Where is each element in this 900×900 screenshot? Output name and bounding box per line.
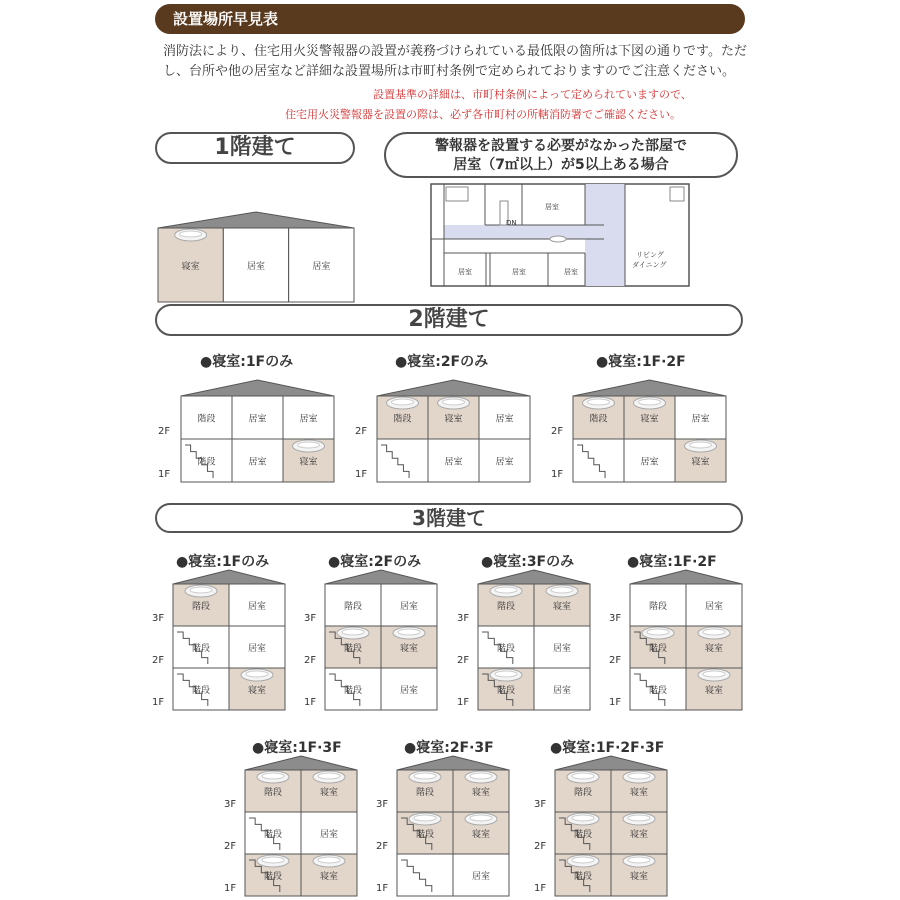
room-label: 階段	[191, 602, 211, 612]
smoke-detector-icon	[642, 627, 674, 639]
room	[377, 439, 428, 482]
smoke-detector-icon	[490, 669, 522, 681]
smoke-detector-icon	[546, 585, 578, 597]
case-label: ●寝室:2F·3F	[404, 740, 494, 756]
intro-text: 消防法により、住宅用火災警報器の設置が義務づけられている最低限の箇所は下図の通りです。ただし、台所や他の居室など詳細な設置場所は市町村条例で定められておりますのでご注意ください。	[163, 44, 747, 79]
room-label: 階段	[496, 686, 516, 696]
room-label: 階段	[648, 644, 668, 654]
room-highlighted	[301, 770, 357, 812]
floor-plan	[430, 183, 690, 287]
plan-label-room-c: 居室	[564, 268, 578, 276]
room-label: 居室	[495, 457, 514, 468]
house-diagram	[572, 379, 727, 483]
room-label: 居室	[399, 686, 419, 696]
smoke-detector-icon	[387, 397, 419, 409]
house-roof	[555, 756, 667, 770]
room	[479, 396, 530, 439]
room-label: 居室	[312, 262, 331, 272]
house-roof	[245, 756, 357, 770]
room-label: 居室	[319, 830, 339, 840]
room-label: 階段	[393, 414, 412, 425]
room	[624, 439, 675, 482]
floor-label: 2F	[534, 841, 547, 852]
room-label: 階段	[343, 686, 363, 696]
case-label: ●寝室:1Fのみ	[200, 354, 294, 370]
smoke-detector-icon	[634, 397, 666, 409]
room	[181, 396, 232, 439]
room	[478, 626, 534, 668]
room	[283, 396, 334, 439]
smoke-detector-icon	[337, 627, 369, 639]
floor-label: 1F	[355, 469, 368, 480]
floor-label: 1F	[457, 697, 470, 708]
room	[289, 228, 354, 302]
case-label: ●寝室:1F·2F·3F	[550, 740, 665, 756]
floor-label: 3F	[152, 613, 165, 624]
room-highlighted	[381, 626, 437, 668]
room-highlighted	[675, 439, 726, 482]
floor-label: 2F	[304, 655, 317, 666]
house-roof	[158, 212, 354, 228]
smoke-detector-icon	[313, 855, 345, 867]
room	[381, 584, 437, 626]
house-roof	[397, 756, 509, 770]
room-label: 階段	[496, 602, 516, 612]
room-highlighted	[301, 854, 357, 896]
room-label: 居室	[246, 262, 266, 272]
floor-label: 2F	[376, 841, 389, 852]
room-highlighted	[428, 396, 479, 439]
floor-label: 1F	[609, 697, 622, 708]
room-label: 寝室	[471, 830, 491, 840]
room-label: 階段	[589, 414, 608, 425]
room-label: 階段	[263, 830, 283, 840]
plan-label-dn: DN	[506, 219, 517, 227]
room	[534, 626, 590, 668]
case-label: ●寝室:1F·3F	[252, 740, 342, 756]
smoke-detector-icon	[623, 813, 655, 825]
room-label: 居室	[248, 414, 267, 425]
house-roof	[478, 570, 590, 584]
smoke-detector-icon	[313, 771, 345, 783]
room-label: 居室	[247, 602, 267, 612]
room-label: 居室	[552, 686, 572, 696]
house-diagram	[376, 379, 531, 483]
room	[325, 668, 381, 710]
room-label: 居室	[691, 414, 710, 425]
room	[534, 668, 590, 710]
room	[223, 228, 288, 302]
smoke-detector-icon	[623, 855, 655, 867]
plan-label-room-a: 居室	[458, 268, 472, 276]
house-roof	[181, 380, 334, 396]
room-label: 寝室	[471, 788, 491, 798]
room-highlighted	[283, 439, 334, 482]
room-label: 寝室	[704, 686, 724, 696]
room	[675, 396, 726, 439]
room-label: 居室	[248, 457, 267, 468]
room-highlighted	[397, 770, 453, 812]
smoke-detector-icon	[490, 585, 522, 597]
room-highlighted	[229, 668, 285, 710]
room-highlighted	[245, 770, 301, 812]
room-highlighted	[158, 228, 223, 302]
case-label: ●寝室:1Fのみ	[176, 554, 270, 570]
room	[686, 584, 742, 626]
house-diagram	[172, 569, 286, 711]
floor-label: 1F	[152, 697, 165, 708]
room-highlighted	[453, 812, 509, 854]
room-label: 居室	[471, 872, 491, 882]
smoke-detector-icon	[293, 440, 325, 452]
room	[173, 626, 229, 668]
smoke-detector-icon	[241, 669, 273, 681]
smoke-detector-icon	[567, 813, 599, 825]
room-highlighted	[173, 584, 229, 626]
floor-label: 2F	[551, 426, 564, 437]
smoke-detector-icon	[465, 771, 497, 783]
room-highlighted	[630, 626, 686, 668]
room-highlighted	[555, 770, 611, 812]
floor-label: 3F	[376, 799, 389, 810]
room	[232, 439, 283, 482]
floor-label: 3F	[304, 613, 317, 624]
floor-label: 3F	[457, 613, 470, 624]
smoke-detector-icon	[698, 627, 730, 639]
section-three-story: 3階建て	[155, 503, 743, 533]
room-label: 階段	[648, 686, 668, 696]
case-label: ●寝室:1F·2F	[627, 554, 717, 570]
smoke-detector-icon	[465, 813, 497, 825]
room-highlighted	[245, 854, 301, 896]
room-label: 階段	[263, 788, 283, 798]
house-diagram	[180, 379, 335, 483]
house-diagram	[396, 755, 510, 897]
room	[245, 812, 301, 854]
room-label: 寝室	[299, 457, 318, 468]
room-highlighted	[478, 584, 534, 626]
room	[232, 396, 283, 439]
room-label: 居室	[552, 644, 572, 654]
room	[453, 854, 509, 896]
room-label: 階段	[496, 644, 516, 654]
floor-label: 1F	[534, 883, 547, 894]
room-highlighted	[611, 812, 667, 854]
floor-label: 2F	[609, 655, 622, 666]
floor-label: 1F	[304, 697, 317, 708]
room	[173, 668, 229, 710]
room-label: 階段	[191, 686, 211, 696]
house-diagram	[554, 755, 668, 897]
plan-label-room-top: 居室	[545, 203, 559, 211]
room	[428, 439, 479, 482]
floor-label: 1F	[158, 469, 171, 480]
room-highlighted	[325, 626, 381, 668]
plan-label-room-b: 居室	[512, 268, 526, 276]
house-roof	[573, 380, 726, 396]
room	[181, 439, 232, 482]
room	[229, 626, 285, 668]
condition-pill	[384, 132, 738, 178]
smoke-detector-icon	[438, 397, 470, 409]
room-label: 居室	[247, 644, 267, 654]
floor-label: 3F	[609, 613, 622, 624]
floor-label: 3F	[534, 799, 547, 810]
room-highlighted	[555, 812, 611, 854]
floor-label: 2F	[152, 655, 165, 666]
room-label: 階段	[648, 602, 668, 612]
room-highlighted	[686, 626, 742, 668]
house-roof	[630, 570, 742, 584]
smoke-detector-icon	[685, 440, 717, 452]
condition-line-2: 居室（7㎡以上）が5以上ある場合	[453, 157, 669, 173]
room-highlighted	[397, 812, 453, 854]
room-highlighted	[478, 668, 534, 710]
room-label: 階段	[191, 644, 211, 654]
note-line-2: 住宅用火災警報器を設置の際は、必ず各市町村の所轄消防署でご確認ください。	[285, 108, 681, 121]
room-label: 寝室	[319, 872, 339, 882]
room	[479, 439, 530, 482]
room-label: 寝室	[629, 788, 649, 798]
floor-label: 3F	[224, 799, 237, 810]
room-label: 階段	[197, 457, 216, 468]
room-label: 居室	[495, 414, 514, 425]
smoke-detector-icon	[567, 855, 599, 867]
room-highlighted	[555, 854, 611, 896]
room-label: 寝室	[629, 872, 649, 882]
smoke-detector-icon	[393, 627, 425, 639]
room-highlighted	[534, 584, 590, 626]
case-label: ●寝室:1F·2F	[596, 354, 686, 370]
floor-label: 2F	[457, 655, 470, 666]
room	[630, 584, 686, 626]
case-label: ●寝室:2Fのみ	[395, 354, 489, 370]
room	[381, 668, 437, 710]
smoke-detector-icon	[185, 585, 217, 597]
room-label: 寝室	[399, 644, 419, 654]
room	[301, 812, 357, 854]
room	[325, 584, 381, 626]
room-label: 階段	[573, 830, 593, 840]
room-highlighted	[611, 854, 667, 896]
smoke-detector-icon	[175, 229, 207, 241]
house-roof	[173, 570, 285, 584]
room-label: 寝室	[181, 262, 200, 272]
room-label: 居室	[444, 457, 463, 468]
house-diagram	[324, 569, 438, 711]
floor-label: 1F	[376, 883, 389, 894]
smoke-detector-icon	[567, 771, 599, 783]
room-highlighted	[686, 668, 742, 710]
room-label: 階段	[573, 788, 593, 798]
smoke-detector-icon	[257, 771, 289, 783]
room-label: 階段	[415, 830, 435, 840]
house-roof	[325, 570, 437, 584]
room-label: 階段	[415, 788, 435, 798]
plan-label-dining: ダイニング	[632, 261, 667, 269]
section-one-story: 1階建て	[155, 132, 355, 164]
room	[630, 668, 686, 710]
case-label: ●寝室:2Fのみ	[328, 554, 422, 570]
room-label: 居室	[299, 414, 318, 425]
plan-label-living: リビング	[636, 251, 664, 259]
note-line-1: 設置基準の詳細は、市町村条例によって定められていますので、	[373, 88, 692, 101]
case-label: ●寝室:3Fのみ	[481, 554, 575, 570]
room-label: 居室	[704, 602, 724, 612]
room-label: 居室	[399, 602, 419, 612]
room-label: 階段	[343, 644, 363, 654]
smoke-detector-icon	[409, 813, 441, 825]
room-label: 寝室	[552, 602, 572, 612]
room-label: 寝室	[629, 830, 649, 840]
room-label: 寝室	[691, 457, 710, 468]
room-highlighted	[611, 770, 667, 812]
room-label: 階段	[343, 602, 363, 612]
room-label: 居室	[640, 457, 659, 468]
room-highlighted	[377, 396, 428, 439]
room-label: 寝室	[319, 788, 339, 798]
room	[397, 854, 453, 896]
room-highlighted	[573, 396, 624, 439]
page-title: 設置場所早見表	[155, 4, 745, 34]
room	[229, 584, 285, 626]
house-diagram	[477, 569, 591, 711]
smoke-detector-icon	[698, 669, 730, 681]
room-highlighted	[453, 770, 509, 812]
smoke-detector-icon	[257, 855, 289, 867]
room-label: 寝室	[704, 644, 724, 654]
house-diagram	[157, 211, 355, 303]
room-label: 寝室	[444, 414, 463, 425]
section-two-story: 2階建て	[155, 304, 743, 336]
floor-label: 1F	[224, 883, 237, 894]
room-highlighted	[624, 396, 675, 439]
floor-label: 2F	[158, 426, 171, 437]
floor-label: 2F	[224, 841, 237, 852]
smoke-detector-icon	[583, 397, 615, 409]
room-label: 階段	[263, 872, 283, 882]
smoke-detector-icon	[409, 771, 441, 783]
room-label: 階段	[197, 414, 216, 425]
room-label: 寝室	[247, 686, 267, 696]
floor-label: 1F	[551, 469, 564, 480]
room-label: 階段	[573, 872, 593, 882]
condition-line-1: 警報器を設置する必要がなかった部屋で	[435, 138, 687, 154]
room-label: 寝室	[640, 414, 659, 425]
room	[573, 439, 624, 482]
smoke-detector-icon	[623, 771, 655, 783]
floor-label: 2F	[355, 426, 368, 437]
house-diagram	[629, 569, 743, 711]
house-roof	[377, 380, 530, 396]
house-diagram	[244, 755, 358, 897]
